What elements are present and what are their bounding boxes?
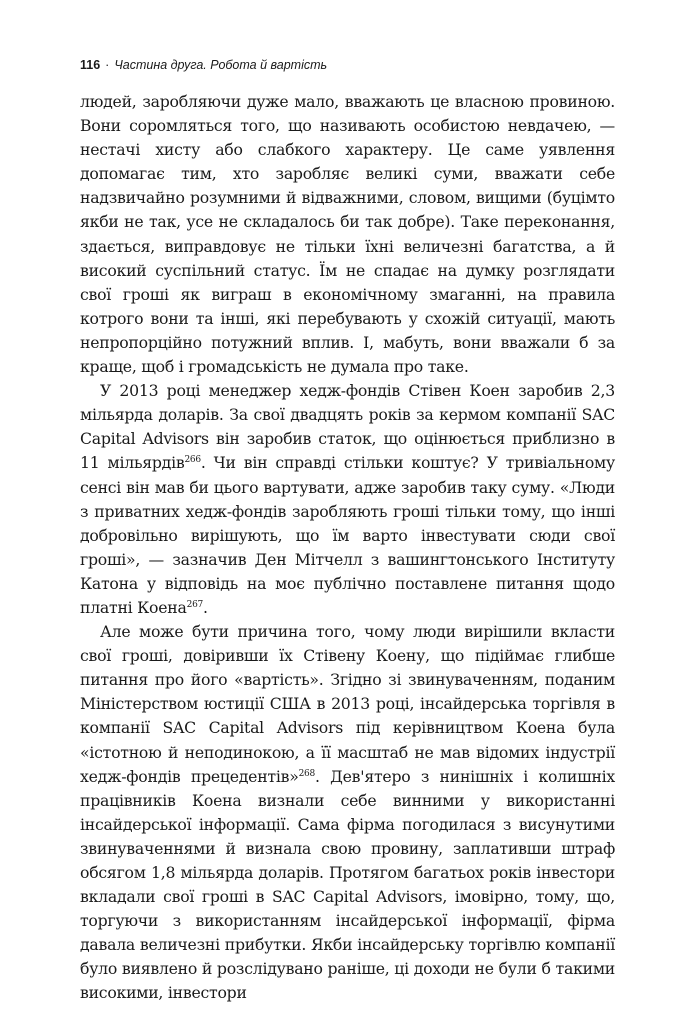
body-text xyxy=(80,90,615,1006)
chapter-title: Частина друга. Робота й вартість xyxy=(114,58,328,72)
paragraph-text: . xyxy=(203,597,208,617)
paragraph-3 xyxy=(80,620,615,1006)
running-head xyxy=(80,56,615,74)
paragraph-1 xyxy=(80,90,615,379)
paragraph-text: людей, заробляючи дуже мало, вважають це власною провиною. Вони соромляться того, що називають особистою невдачею, — нестачі хисту або слабкого характеру. Це саме уявлення допомагає тим, хто заробляє великі суми, вважати себе надзвичайно розумними й відважними, словом, вищими (буцімто якби не так, усе не складалось би так добре). Таке переконання, здається, виправдовує не тільки їхні величезні багатства, а й високий суспільний статус. Їм не спадає на думку розглядати свої гроші як виграш в економічному змаганні, на правила котрого вони та інші, які перебувають у схожій ситуації, мають непропорційно потужний вплив. І, мабуть, вони вважали б за краще, щоб і громадськість не думала про таке. xyxy=(80,92,615,377)
page-number: 116 xyxy=(80,58,101,72)
book-page xyxy=(80,56,615,1006)
footnote-ref-267: 267 xyxy=(186,599,204,610)
paragraph-text: . Дев'ятеро з нинішніх і колишніх працівників Коена визнали себе винними у використанні інсайдерської інформації. Сама фірма погодилася з висунутими звинуваченнями й визнала свою провину, заплативши штраф обсягом 1,8 мільярда доларів. Протягом багатьох років інвестори вкладали свої гроші в SAC Capital Advisors, імовірно, тому, що, торгуючи з використанням інсайдерської інформації, фірма давала величезні прибутки. Якби інсайдерську торгівлю компанії було виявлено й розслідувано раніше, ці доходи не були б такими високими, інвестори xyxy=(80,766,616,1003)
footnote-ref-268: 268 xyxy=(298,768,315,779)
paragraph-text: . Чи він справді стільки коштує? У тривіальному сенсі він мав би цього вартувати, адже заробив таку суму. «Люди з приватних хедж-фондів заробляють гроші тільки тому, що інші добровільно вирішують, що їм варто інвестувати сюди свої гроші», — зазначив Ден Мітчелл з вашингтонського Інституту Катона у відповідь на моє публічно поставлене питання щодо платні Коена xyxy=(80,453,615,617)
footnote-ref-266: 266 xyxy=(184,455,201,466)
header-separator: · xyxy=(105,58,110,72)
paragraph-text: Але може бути причина того, чому люди вирішили вкласти свої гроші, довіривши їх Стівену Коену, що підіймає глибше питання про його «вартість». Згідно зі звинуваченням, поданим Міністерством юстиції США в 2013 році, інсайдерська торгівля в компанії SAC Capital Advisors під керівництвом Коена була «істотною й неподинокою, а її масштаб не мав відомих індустрії хедж-фондів прецедентів» xyxy=(80,622,615,786)
paragraph-2 xyxy=(80,379,615,620)
paragraph-text: У 2013 році менеджер хедж-фондів Стівен Коен заробив 2,3 мільярда доларів. За свої двадцять років за кермом компанії SAC Capital Advisors він заробив статок, що оцінюється приблизно в 11 мільярдів xyxy=(80,381,615,473)
